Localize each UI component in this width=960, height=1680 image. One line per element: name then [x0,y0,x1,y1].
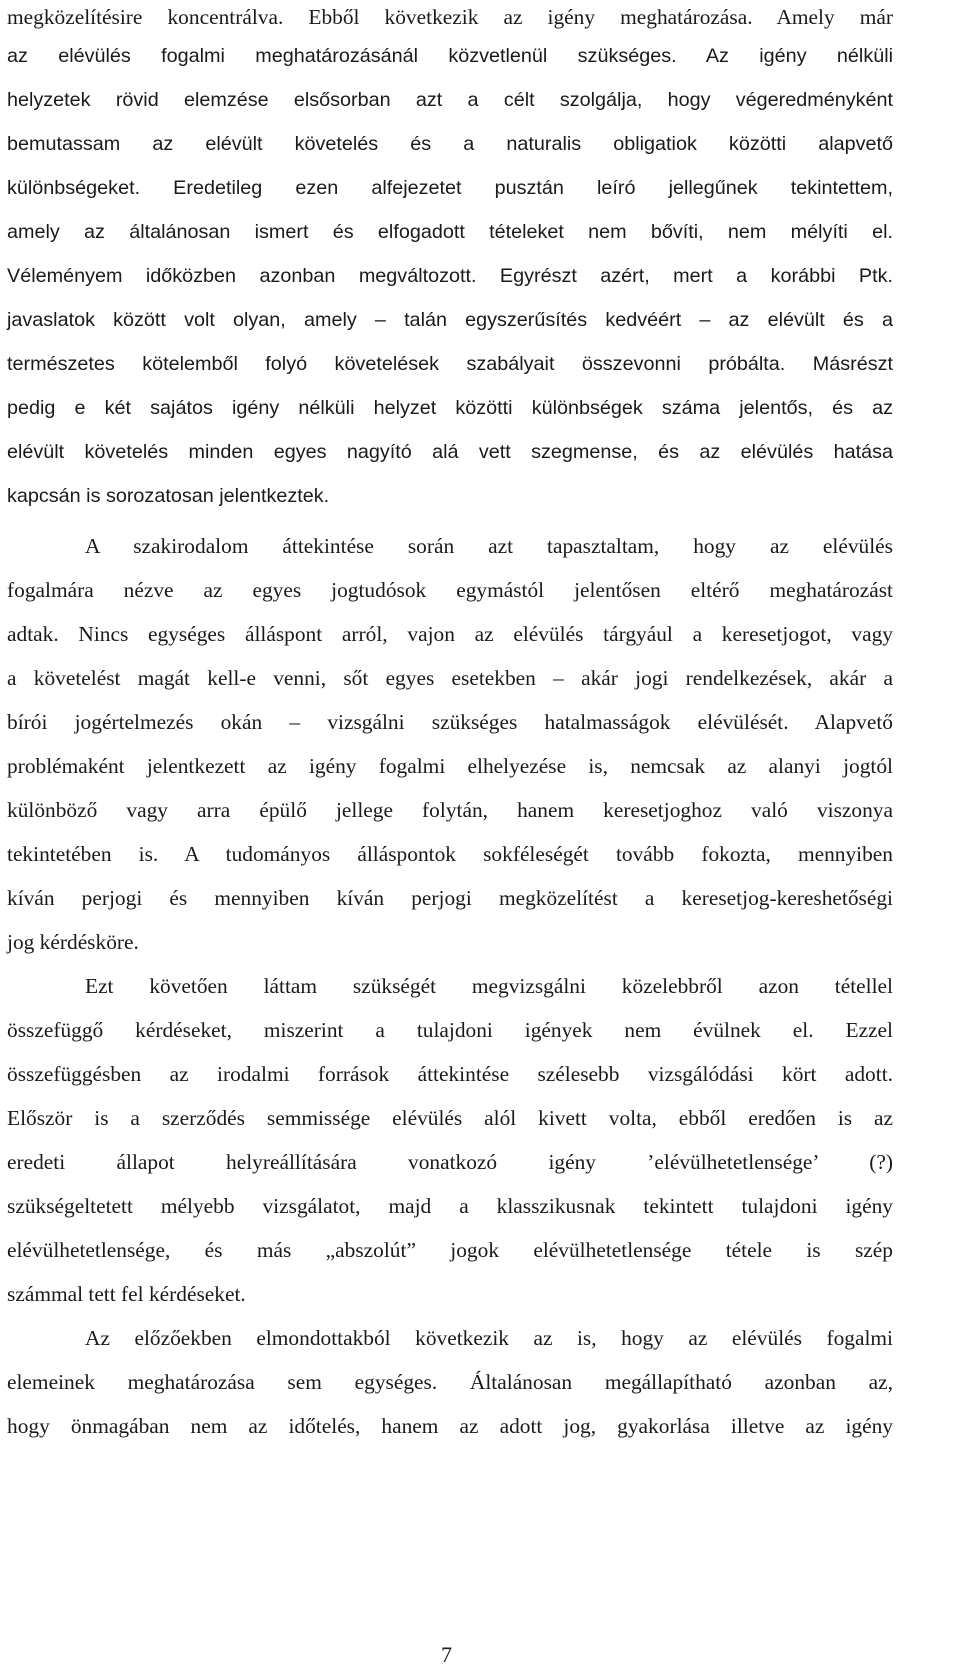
text-line: fogalmára nézve az egyes jogtudósok egymástól jelentősen eltérő meghatározást [7,578,893,602]
page-number: 7 [441,1642,452,1667]
text-line: Először is a szerződés semmissége elévülés alól kivett volta, ebből eredően is az [7,1106,893,1130]
text-line: kíván perjogi és mennyiben kíván perjogi megközelítést a keresetjog-kereshetőségi [7,886,893,910]
text-line: összefüggő kérdéseket, miszerint a tulajdoni igények nem évülnek el. Ezzel [7,1018,893,1042]
text-line: jog kérdésköre. [7,930,139,954]
text-line: helyzetek rövid elemzése elsősorban azt a célt szolgálja, hogy végeredményként [7,89,893,111]
text-line: elemeinek meghatározása sem egységes. Általánosan megállapítható azonban az, [7,1370,893,1394]
text-line: kapcsán is sorozatosan jelentkeztek. [7,485,330,507]
text-line: a követelést magát kell-e venni, sőt egyes esetekben – akár jogi rendelkezések, akár a [7,666,893,690]
text-line: bemutassam az elévült követelés és a naturalis obligatiok közötti alapvető [7,133,893,155]
text-line: elévülhetetlensége, és más „abszolút” jogok elévülhetetlensége tétele is szép [7,1238,893,1262]
text-line: amely az általánosan ismert és elfogadott tételeket nem bővíti, nem mélyíti el. [7,221,893,243]
paragraph-first-line: Az előzőekben elmondottakból következik az is, hogy az elévülés fogalmi [85,1326,893,1350]
text-line: különböző vagy arra épülő jellege folytán, hanem keresetjoghoz való viszonya [7,798,893,822]
text-line: szükségeltetett mélyebb vizsgálatot, majd a klasszikusnak tekintett tulajdoni igény [7,1194,893,1218]
text-line: problémaként jelentkezett az igény fogalmi elhelyezése is, nemcsak az alanyi jogtól [7,754,893,778]
text-line: természetes kötelemből folyó követelések szabályait összevonni próbálta. Másrészt [7,353,893,375]
text-line: adtak. Nincs egységes álláspont arról, vajon az elévülés tárgyául a keresetjogot, vagy [7,622,893,646]
text-line: Véleményem időközben azonban megváltozott. Egyrészt azért, mert a korábbi Ptk. [7,265,893,287]
paragraph-first-line: A szakirodalom áttekintése során azt tapasztaltam, hogy az elévülés [85,534,893,558]
text-line: összefüggésben az irodalmi források áttekintése szélesebb vizsgálódási kört adott. [7,1062,893,1086]
text-line: hogy önmagában nem az időtelés, hanem az adott jog, gyakorlása illetve az igény [7,1414,893,1438]
text-line: különbségeket. Eredetileg ezen alfejezetet pusztán leíró jellegűnek tekintettem, [7,177,893,199]
text-line: az elévülés fogalmi meghatározásánál közvetlenül szükséges. Az igény nélküli [7,45,893,67]
text-line: eredeti állapot helyreállítására vonatkozó igény ’elévülhetetlensége’ (?) [7,1150,893,1174]
text-line: számmal tett fel kérdéseket. [7,1282,246,1306]
text-line: bírói jogértelmezés okán – vizsgálni szükséges hatalmasságok elévülését. Alapvető [7,710,893,734]
text-line: tekintetében is. A tudományos álláspontok sokféleségét tovább fokozta, mennyiben [7,842,893,866]
text-line: megközelítésire koncentrálva. Ebből következik az igény meghatározása. Amely már [7,5,893,29]
text-line: elévült követelés minden egyes nagyító alá vett szegmense, és az elévülés hatása [7,441,893,463]
text-line: pedig e két sajátos igény nélküli helyzet közötti különbségek száma jelentős, és az [7,397,893,419]
text-line: javaslatok között volt olyan, amely – talán egyszerűsítés kedvéért – az elévült és a [7,309,893,331]
paragraph-first-line: Ezt követően láttam szükségét megvizsgálni közelebbről azon tétellel [85,974,893,998]
